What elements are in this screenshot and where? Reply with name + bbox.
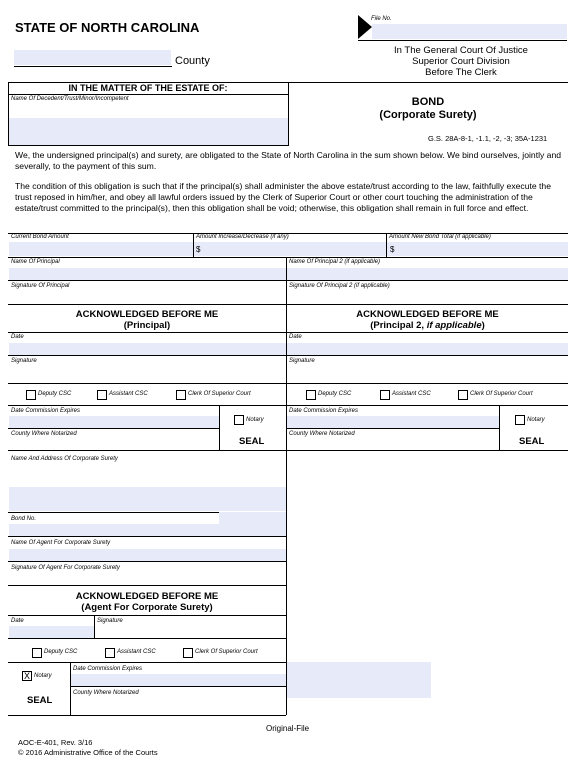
ack2-county-label: County Where Notarized (289, 431, 355, 437)
amount-change-input[interactable] (194, 242, 386, 256)
principal-signature-label: Signature Of Principal (11, 283, 70, 289)
file-marker-icon (358, 15, 372, 39)
ack3-date-label: Date (11, 618, 24, 624)
copyright: © 2016 Administrative Office of the Courts (18, 748, 158, 757)
bond-title: BOND (411, 96, 445, 108)
ack3-commission-ext (287, 662, 431, 698)
ack-principal2-sub-c: ) (481, 320, 485, 331)
ack3-seal: SEAL (27, 695, 53, 706)
ack1-commission-label: Date Commission Expires (11, 408, 81, 414)
ack2-assistant-checkbox[interactable] (380, 390, 390, 400)
ack3-commission-label: Date Commission Expires (73, 666, 143, 672)
state-title: STATE OF NORTH CAROLINA (15, 20, 200, 35)
form-number: AOC-E-401, Rev. 3/16 (18, 738, 93, 747)
ack3-county-label: County Where Notarized (73, 690, 139, 696)
ack1-clerk-checkbox[interactable] (176, 390, 186, 400)
ack2-seal: SEAL (519, 436, 545, 447)
ack3-deputy-checkbox[interactable] (32, 648, 42, 658)
ack-principal2-sub-b: if applicable (426, 320, 482, 331)
ack2-notary-label: Notary (527, 417, 545, 423)
ack3-deputy-label: Deputy CSC (44, 649, 78, 655)
ack-principal-sub: (Principal) (123, 320, 171, 331)
bond-no-input[interactable] (9, 524, 286, 536)
new-bond-input[interactable] (387, 242, 568, 256)
ack1-clerk-label: Clerk Of Superior Court (188, 391, 251, 397)
file-no-label: File No. (371, 16, 392, 22)
ack3-commission-input[interactable] (71, 674, 286, 686)
statute-ref: G.S. 28A-8-1, -1.1, -2, -3; 35A-1231 (428, 134, 548, 143)
agent-name-label: Name Of Agent For Corporate Surety (11, 540, 111, 546)
surety-name-address-label: Name And Address Of Corporate Surety (11, 456, 118, 462)
ack-agent-heading: ACKNOWLEDGED BEFORE ME (75, 591, 219, 602)
bond-no-label: Bond No. (11, 516, 37, 522)
copy-designation: Original-File (266, 724, 310, 733)
ack1-date-label: Date (11, 334, 24, 340)
principal-name-input[interactable] (9, 268, 286, 280)
ack3-notary-check-mark: X (23, 671, 30, 681)
ack1-deputy-checkbox[interactable] (26, 390, 36, 400)
ack2-notary-checkbox[interactable] (515, 415, 525, 425)
ack1-assistant-label: Assistant CSC (109, 391, 148, 397)
ack2-date-input[interactable] (287, 343, 568, 355)
decedent-name-label: Name Of Decedent/Trust/Minor/Incompetent (11, 96, 129, 102)
ack1-notary-checkbox[interactable] (234, 415, 244, 425)
court-line-2: Superior Court Division (412, 56, 510, 67)
ack2-deputy-checkbox[interactable] (306, 390, 316, 400)
ack1-county-label: County Where Notarized (11, 431, 77, 437)
condition-paragraph: The condition of this obligation is such that if the principal(s) shall administer the above estate/trust according to the law, faithfully execute the trust reposed in him/her, and obey all lawful orders issued by the Clerk of Superior Court or other court touching the administration of the estate/trust committed to the principal(s), then this obligation shall be void; otherwise, this obligation shall remain in full force and effect. (15, 181, 551, 213)
ack2-deputy-label: Deputy CSC (318, 391, 352, 397)
decedent-name-input[interactable] (9, 118, 288, 145)
agent-name-input[interactable] (9, 549, 286, 561)
court-line-3: Before The Clerk (425, 67, 497, 78)
ack2-clerk-label: Clerk Of Superior Court (470, 391, 533, 397)
current-bond-label: Current Bond Amount (11, 234, 69, 240)
new-bond-label: Amount New Bond Total (if applicable) (389, 234, 491, 240)
ack1-assistant-checkbox[interactable] (97, 390, 107, 400)
obligation-paragraph: We, the undersigned principal(s) and surety, are obligated to the State of North Carolina in the sum shown below. We bind ourselves, jointly and severally, to the payment of this sum. (15, 150, 562, 171)
surety-name-address-input[interactable] (9, 487, 286, 511)
currency-sign: $ (196, 245, 201, 254)
bond-subtitle: (Corporate Surety) (379, 109, 477, 121)
ack3-date-input[interactable] (9, 626, 94, 638)
ack2-signature-label: Signature (289, 358, 315, 364)
ack-principal2-sub (287, 320, 568, 331)
ack-principal-heading: ACKNOWLEDGED BEFORE ME (75, 309, 219, 320)
ack1-date-input[interactable] (9, 343, 286, 355)
ack1-commission-input[interactable] (9, 416, 219, 428)
ack2-assistant-label: Assistant CSC (392, 391, 431, 397)
principal2-name-input[interactable] (287, 268, 568, 280)
agent-signature-label: Signature Of Agent For Corporate Surety (11, 565, 120, 571)
principal-name-label: Name Of Principal (11, 259, 60, 265)
current-bond-input[interactable] (9, 242, 193, 256)
matter-heading: IN THE MATTER OF THE ESTATE OF: (68, 83, 228, 93)
ack3-notary-checkbox[interactable] (22, 671, 32, 681)
ack1-seal: SEAL (239, 436, 265, 447)
ack-agent-sub: (Agent For Corporate Surety) (81, 602, 213, 613)
ack2-date-label: Date (289, 334, 302, 340)
ack2-clerk-checkbox[interactable] (458, 390, 468, 400)
bond-no-fill-ext (219, 512, 286, 524)
ack3-assistant-label: Assistant CSC (117, 649, 156, 655)
ack3-assistant-checkbox[interactable] (105, 648, 115, 658)
court-line-1: In The General Court Of Justice (394, 45, 528, 56)
ack1-deputy-label: Deputy CSC (38, 391, 72, 397)
ack-principal2-sub-a: (Principal 2, (370, 320, 427, 331)
ack3-clerk-checkbox[interactable] (183, 648, 193, 658)
county-field[interactable] (14, 50, 171, 65)
file-no-input[interactable] (372, 24, 567, 39)
currency-sign: $ (390, 245, 395, 254)
ack-principal2-heading: ACKNOWLEDGED BEFORE ME (356, 309, 499, 320)
amount-change-label: Amount Increase/Decrease (if any) (196, 234, 289, 240)
ack1-signature-label: Signature (11, 358, 37, 364)
ack2-commission-label: Date Commission Expires (289, 408, 359, 414)
principal2-name-label: Name Of Principal 2 (if applicable) (289, 259, 381, 265)
principal2-signature-label: Signature Of Principal 2 (if applicable) (289, 283, 390, 289)
ack3-clerk-label: Clerk Of Superior Court (195, 649, 258, 655)
ack3-signature-label: Signature (97, 618, 123, 624)
ack2-commission-input[interactable] (287, 416, 499, 428)
ack3-notary-label: Notary (34, 673, 52, 679)
county-label: County (175, 55, 210, 67)
ack1-notary-label: Notary (246, 417, 264, 423)
